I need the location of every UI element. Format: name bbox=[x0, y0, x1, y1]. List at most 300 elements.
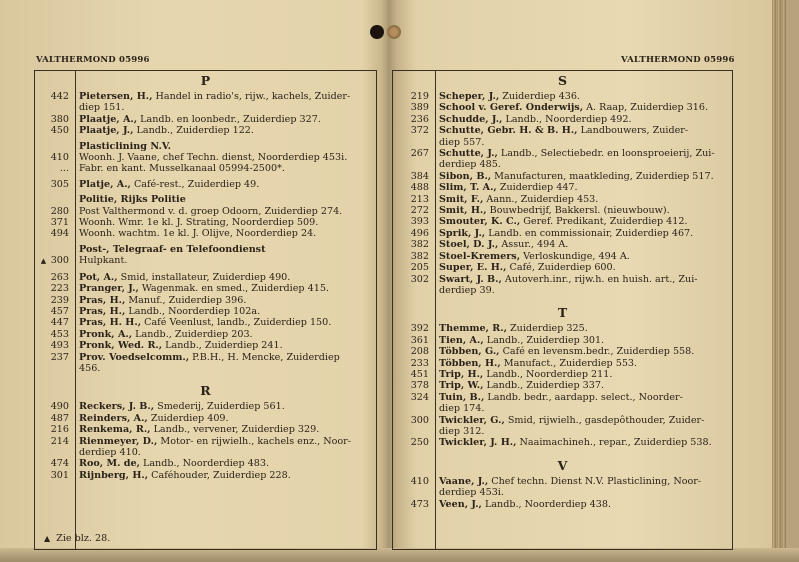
subscriber-name: Rijnberg, H., bbox=[79, 469, 149, 481]
directory-entry bbox=[35, 436, 376, 447]
subscriber-name: Pronk, A., bbox=[79, 328, 133, 340]
entry-text bbox=[75, 194, 376, 205]
phone-number-value: 410 bbox=[410, 475, 429, 487]
subscriber-name: Schutte, Gebr. H. & B. H., bbox=[439, 125, 578, 137]
page-header-right: VALTHERMOND 05996 bbox=[621, 55, 735, 65]
subscriber-details: Smid, installateur, Zuiderdiep 490. bbox=[117, 271, 291, 283]
subscriber-details: Bouwbedrijf, Bakkersl. (nieuwbouw). bbox=[486, 205, 670, 217]
entry-text bbox=[75, 163, 376, 174]
subscriber-details: Café en levensm.bedr., Zuiderdiep 558. bbox=[499, 346, 695, 358]
left-page-frame bbox=[34, 70, 377, 550]
directory-entry-continuation bbox=[393, 426, 732, 437]
subscriber-details: Caféhouder, Zuiderdiep 228. bbox=[148, 469, 291, 481]
directory-entry-continuation bbox=[35, 363, 376, 374]
phone-number-value: 410 bbox=[50, 152, 69, 164]
entry-text bbox=[435, 239, 732, 250]
subscriber-name: Trip, H., bbox=[439, 368, 484, 380]
subscriber-name: Stoel, D. J., bbox=[439, 239, 499, 251]
directory-entry bbox=[393, 346, 732, 357]
phone-number-blank bbox=[35, 363, 75, 374]
subscriber-name: Pras, H., bbox=[79, 305, 126, 317]
directory-entry bbox=[393, 216, 732, 227]
phone-number-value: 493 bbox=[50, 340, 69, 352]
page-header-left: VALTHERMOND 05996 bbox=[36, 55, 150, 65]
phone-number-value: 208 bbox=[410, 346, 429, 358]
subscriber-details: Landb., Zuiderdiep 203. bbox=[132, 328, 253, 340]
phone-number-value: 382 bbox=[410, 250, 429, 262]
phone-number bbox=[393, 228, 435, 239]
phone-number-value: 487 bbox=[50, 412, 69, 424]
entry-text bbox=[75, 217, 376, 228]
phone-number-blank bbox=[393, 285, 435, 296]
entry-text bbox=[75, 272, 376, 283]
subscriber-details: Zuiderdiep 409. bbox=[147, 412, 229, 424]
entry-text bbox=[75, 228, 376, 239]
subscriber-details: Landb. en commissionair, Zuiderdiep 467. bbox=[485, 227, 694, 239]
phone-number-value: 378 bbox=[410, 380, 429, 392]
entry-text bbox=[75, 317, 376, 328]
directory-entry bbox=[393, 171, 732, 182]
phone-number-blank bbox=[393, 403, 435, 414]
subscriber-details: Landb. bedr., aardapp. select., Noorder- bbox=[484, 391, 683, 403]
directory-entry bbox=[393, 251, 732, 262]
phone-number-value: 393 bbox=[410, 216, 429, 228]
triangle-marker-icon: ▲ bbox=[44, 534, 51, 543]
phone-number bbox=[35, 424, 75, 435]
directory-entry bbox=[35, 317, 376, 328]
phone-number-value: 442 bbox=[50, 91, 69, 102]
phone-number bbox=[393, 125, 435, 136]
phone-number bbox=[393, 251, 435, 262]
subscriber-details: P.B.H., H. Mencke, Zuiderdiep bbox=[189, 351, 340, 363]
directory-entry bbox=[393, 392, 732, 403]
right-page-listing bbox=[393, 71, 732, 510]
entry-text bbox=[435, 415, 732, 426]
subscriber-name: Veen, J., bbox=[439, 498, 482, 510]
phone-number bbox=[393, 335, 435, 346]
phone-number-value: 382 bbox=[410, 239, 429, 251]
phone-number bbox=[35, 206, 75, 217]
section-gap bbox=[35, 374, 376, 381]
subscriber-details: Motor- en rijwielh., kachels enz., Noor- bbox=[157, 435, 352, 447]
entry-text bbox=[75, 340, 376, 351]
subscriber-details: Hulpkant. bbox=[79, 255, 128, 267]
subscriber-name: Pronk, Wed. R., bbox=[79, 340, 163, 352]
entry-text bbox=[435, 182, 732, 193]
phone-number-value: 457 bbox=[50, 305, 69, 317]
directory-entry bbox=[35, 255, 376, 267]
subscriber-name: Swart, J. B., bbox=[439, 273, 502, 285]
subscriber-name: Schudde, J., bbox=[439, 113, 503, 125]
phone-number bbox=[393, 148, 435, 159]
phone-number bbox=[35, 352, 75, 363]
entry-text bbox=[75, 470, 376, 481]
phone-number bbox=[35, 272, 75, 283]
phone-number bbox=[393, 437, 435, 448]
phone-number-value: 205 bbox=[410, 262, 429, 274]
phone-number bbox=[35, 255, 75, 267]
directory-entry bbox=[35, 413, 376, 424]
entry-text bbox=[75, 206, 376, 217]
phone-number bbox=[393, 102, 435, 113]
subscriber-details: Landb. en loonbedr., Zuiderdiep 327. bbox=[137, 113, 321, 125]
phone-number-value: 372 bbox=[410, 125, 429, 137]
directory-entry bbox=[393, 262, 732, 273]
subscriber-name: Twickler, G., bbox=[439, 414, 505, 426]
entry-text bbox=[435, 499, 732, 510]
subscriber-name: Tuin, B., bbox=[439, 391, 485, 403]
phone-number-value: 473 bbox=[410, 498, 429, 510]
subscriber-name: Post-, Telegraaf- en Telefoondienst bbox=[79, 243, 266, 255]
subscriber-name: Reckers, J. B., bbox=[79, 401, 155, 413]
phone-number-blank bbox=[393, 137, 435, 148]
directory-entry bbox=[393, 274, 732, 285]
subscriber-name: Prov. Voedselcomm., bbox=[79, 351, 190, 363]
entry-text bbox=[75, 458, 376, 469]
phone-number-blank bbox=[35, 102, 75, 113]
entry-text bbox=[435, 437, 732, 448]
continuation-text: diep 151. bbox=[79, 102, 125, 114]
entry-text bbox=[75, 413, 376, 424]
entry-text bbox=[75, 125, 376, 136]
subscriber-details: Landb., Noorderdiep 438. bbox=[481, 498, 612, 510]
phone-number bbox=[35, 283, 75, 294]
subscriber-details: Autoverh.inr., rijw.h. en huish. art., Zui- bbox=[501, 273, 698, 285]
subscriber-name: Super, E. H., bbox=[439, 262, 507, 274]
entry-text bbox=[75, 306, 376, 317]
phone-number bbox=[393, 346, 435, 357]
phone-number bbox=[393, 114, 435, 125]
phone-number bbox=[393, 171, 435, 182]
phone-number-value: 361 bbox=[410, 334, 429, 346]
entry-text bbox=[435, 274, 732, 285]
subscriber-name: Pot, A., bbox=[79, 271, 118, 283]
subscriber-name: Reinders, A., bbox=[79, 412, 148, 424]
phone-number-value: 213 bbox=[410, 193, 429, 205]
entry-text bbox=[75, 401, 376, 412]
subscriber-details: Fabr. en kant. Musselkanaal 05994-2500*. bbox=[79, 163, 285, 175]
subscriber-name: Smouter, K. C., bbox=[439, 216, 521, 228]
entry-text bbox=[435, 228, 732, 239]
phone-number bbox=[35, 470, 75, 481]
subscriber-details: Verloskundige, 494 A. bbox=[520, 250, 630, 262]
directory-entry bbox=[35, 329, 376, 340]
phone-number bbox=[393, 262, 435, 273]
phone-number bbox=[35, 306, 75, 317]
phone-number-value: 384 bbox=[410, 170, 429, 182]
subscriber-name: Tien, A., bbox=[439, 334, 484, 346]
phone-number-value: 490 bbox=[50, 401, 69, 413]
phone-number bbox=[35, 125, 75, 136]
page-edges bbox=[772, 0, 786, 556]
subscriber-name: Sibon, B., bbox=[439, 170, 492, 182]
entry-text bbox=[435, 335, 732, 346]
directory-entry bbox=[35, 470, 376, 481]
section-letter: S bbox=[557, 73, 568, 88]
phone-number-value: 494 bbox=[50, 228, 69, 240]
phone-number-value: 236 bbox=[410, 113, 429, 125]
directory-entry bbox=[393, 182, 732, 193]
phone-number-blank bbox=[393, 426, 435, 437]
subscriber-name: Stoel-Kremers, bbox=[439, 250, 521, 262]
triangle-marker-icon: ▲ bbox=[40, 257, 47, 266]
subscriber-details: Landb., Noorderdiep 483. bbox=[139, 458, 270, 470]
directory-entry-continuation bbox=[35, 102, 376, 113]
entry-text bbox=[75, 295, 376, 306]
phone-number bbox=[35, 458, 75, 469]
subscriber-details: Naaimachineh., repar., Zuiderdiep 538. bbox=[516, 437, 712, 449]
continuation-text: derdiep 453i. bbox=[439, 487, 504, 499]
subscriber-name: School v. Geref. Onderwijs, bbox=[439, 102, 584, 114]
directory-entry-continuation bbox=[393, 137, 732, 148]
directory-entry bbox=[393, 499, 732, 510]
phone-number bbox=[393, 380, 435, 391]
phone-number bbox=[393, 369, 435, 380]
subscriber-details: Manufact., Zuiderdiep 553. bbox=[500, 357, 638, 369]
directory-entry bbox=[35, 424, 376, 435]
entry-text bbox=[75, 352, 376, 363]
directory-entry bbox=[35, 352, 376, 363]
subscriber-details: Landbouwers, Zuider- bbox=[577, 125, 689, 137]
phone-number bbox=[393, 239, 435, 250]
directory-entry bbox=[393, 369, 732, 380]
directory-entry bbox=[35, 141, 376, 152]
subscriber-name: Többen, G., bbox=[439, 346, 500, 358]
phone-number bbox=[35, 152, 75, 163]
subscriber-details: Landb., vervener, Zuiderdiep 329. bbox=[150, 424, 320, 436]
directory-entry bbox=[35, 295, 376, 306]
directory-entry bbox=[35, 340, 376, 351]
entry-text bbox=[75, 141, 376, 152]
subscriber-details: Café, Zuiderdiep 600. bbox=[506, 262, 616, 274]
entry-text bbox=[75, 179, 376, 190]
binding-hole-icon bbox=[370, 25, 384, 39]
entry-text bbox=[435, 114, 732, 125]
continuation-text: diep 174. bbox=[439, 403, 485, 415]
directory-entry bbox=[393, 125, 732, 136]
directory-entry bbox=[35, 244, 376, 255]
subscriber-details: Geref. Predikant, Zuiderdiep 412. bbox=[520, 216, 688, 228]
directory-entry bbox=[393, 358, 732, 369]
subscriber-name: Rienmeyer, D., bbox=[79, 435, 158, 447]
subscriber-details: Woonh. J. Vaane, chef Techn. dienst, Noorderdiep 453i. bbox=[79, 152, 348, 164]
phone-number-value: 389 bbox=[410, 102, 429, 114]
subscriber-details: Landb., Selectiebedr. en loonsproeierij, Zui- bbox=[497, 148, 715, 160]
subscriber-name: Scheper, J., bbox=[439, 91, 500, 102]
entry-text bbox=[75, 424, 376, 435]
phone-number-value: 267 bbox=[410, 148, 429, 160]
subscriber-details: Landb., Zuiderdiep 301. bbox=[483, 334, 605, 346]
directory-entry-continuation bbox=[393, 487, 732, 498]
directory-entry bbox=[393, 335, 732, 346]
entry-text bbox=[435, 251, 732, 262]
subscriber-details: Zuiderdiep 325. bbox=[506, 323, 588, 335]
directory-entry bbox=[393, 114, 732, 125]
phone-number bbox=[393, 392, 435, 403]
directory-entry bbox=[393, 415, 732, 426]
entry-text bbox=[435, 392, 732, 403]
entry-text bbox=[75, 91, 376, 102]
phone-number bbox=[35, 91, 75, 102]
subscriber-details: Manufacturen, maatkleding, Zuiderdiep 517. bbox=[491, 170, 714, 182]
entry-text bbox=[435, 171, 732, 182]
phone-number-value: 305 bbox=[50, 178, 69, 190]
bottom-shadow bbox=[0, 548, 799, 562]
directory-entry bbox=[35, 306, 376, 317]
phone-number-value: 223 bbox=[50, 283, 69, 295]
directory-entry bbox=[35, 458, 376, 469]
subscriber-name: Plasticlining N.V. bbox=[79, 140, 171, 152]
directory-entry bbox=[393, 476, 732, 487]
directory-entry-continuation bbox=[35, 447, 376, 458]
continuation-text: 456. bbox=[79, 362, 101, 374]
binding-hole-icon bbox=[387, 25, 401, 39]
phone-number bbox=[393, 91, 435, 102]
phone-number-value: 450 bbox=[50, 125, 69, 137]
phone-number bbox=[35, 329, 75, 340]
phone-number bbox=[35, 413, 75, 424]
subscriber-details: Landb., Zuiderdiep 122. bbox=[133, 125, 254, 137]
entry-text bbox=[435, 148, 732, 159]
entry-text bbox=[435, 216, 732, 227]
directory-entry bbox=[35, 125, 376, 136]
continuation-text: derdiep 485. bbox=[439, 159, 501, 171]
phone-number-value: 302 bbox=[410, 273, 429, 285]
phone-number-value: 324 bbox=[410, 391, 429, 403]
continuation-text: diep 557. bbox=[439, 136, 485, 148]
subscriber-details: Zuiderdiep 436. bbox=[499, 91, 580, 102]
phone-number-value: 263 bbox=[50, 271, 69, 283]
left-page-listing bbox=[35, 71, 376, 481]
entry-text bbox=[75, 283, 376, 294]
directory-entry-continuation bbox=[393, 285, 732, 296]
phone-number-value: ... bbox=[59, 163, 69, 175]
phone-number bbox=[35, 436, 75, 447]
directory-entry bbox=[393, 323, 732, 334]
phone-number bbox=[393, 205, 435, 216]
subscriber-name: Plaatje, A., bbox=[79, 113, 138, 125]
footnote-text: Zie blz. 28. bbox=[56, 533, 111, 544]
phone-number bbox=[393, 194, 435, 205]
subscriber-name: Schutte, J., bbox=[439, 148, 498, 160]
phone-number-value: 300 bbox=[410, 414, 429, 426]
entry-text bbox=[435, 346, 732, 357]
entry-text bbox=[435, 205, 732, 216]
phone-number bbox=[35, 317, 75, 328]
phone-number-value: 488 bbox=[410, 182, 429, 194]
phone-number bbox=[35, 179, 75, 190]
entry-text bbox=[75, 255, 376, 267]
phone-number-blank bbox=[35, 447, 75, 458]
entry-text bbox=[435, 102, 732, 113]
phone-number-value: 380 bbox=[50, 113, 69, 125]
entry-text bbox=[435, 380, 732, 391]
continuation-text: derdiep 39. bbox=[439, 284, 495, 296]
entry-text bbox=[435, 358, 732, 369]
phone-number-value: 280 bbox=[50, 205, 69, 217]
subscriber-details: Landb., Zuiderdiep 337. bbox=[483, 380, 605, 392]
subscriber-name: Pranger, J., bbox=[79, 283, 139, 295]
subscriber-details: Zuiderdiep 447. bbox=[496, 182, 578, 194]
phone-number-value: 474 bbox=[50, 458, 69, 470]
phone-number bbox=[35, 114, 75, 125]
entry-text bbox=[75, 114, 376, 125]
subscriber-details: Woonh. wachtm. 1e kl. J. Olijve, Noorderdiep 24. bbox=[79, 228, 317, 240]
subscriber-name: Smit, H., bbox=[439, 205, 487, 217]
phone-number-value: 214 bbox=[50, 435, 69, 447]
continuation-text: derdiep 410. bbox=[79, 446, 141, 458]
subscriber-name: Pras, H. H., bbox=[79, 317, 142, 329]
phone-number-value: 301 bbox=[50, 469, 69, 481]
directory-entry bbox=[35, 163, 376, 174]
phone-number bbox=[393, 274, 435, 285]
section-gap bbox=[393, 449, 732, 456]
phone-number-value: 233 bbox=[410, 357, 429, 369]
phone-number bbox=[35, 295, 75, 306]
directory-entry bbox=[35, 91, 376, 102]
subscriber-name: Platje, A., bbox=[79, 178, 131, 190]
section-letter: V bbox=[557, 457, 568, 473]
subscriber-name: Themme, R., bbox=[439, 323, 507, 335]
section-letter: P bbox=[200, 73, 211, 88]
directory-entry bbox=[35, 179, 376, 190]
phone-number-value: 216 bbox=[50, 424, 69, 436]
subscriber-name: Slim, T. A., bbox=[439, 182, 497, 194]
phone-number bbox=[393, 182, 435, 193]
phone-number-value: 239 bbox=[50, 294, 69, 306]
phone-number-blank bbox=[393, 487, 435, 498]
entry-text bbox=[435, 476, 732, 487]
phone-number-value: 219 bbox=[410, 91, 429, 102]
directory-entry bbox=[393, 91, 732, 102]
subscriber-details: Post Valthermond v. d. groep Odoorn, Zuiderdiep 274. bbox=[79, 205, 343, 217]
subscriber-name: Roo, M. de, bbox=[79, 458, 140, 470]
entry-text bbox=[435, 323, 732, 334]
phone-number bbox=[393, 499, 435, 510]
subscriber-details: Café Veenlust, landb., Zuiderdiep 150. bbox=[141, 317, 332, 329]
directory-entry bbox=[35, 152, 376, 163]
subscriber-details: A. Raap, Zuiderdiep 316. bbox=[583, 102, 709, 114]
section-letter: T bbox=[557, 305, 568, 321]
subscriber-name: Twickler, J. H., bbox=[439, 437, 517, 449]
subscriber-details: Landb., Noorderdiep 211. bbox=[483, 368, 613, 380]
phone-number bbox=[35, 401, 75, 412]
subscriber-details: Smederij, Zuiderdiep 561. bbox=[154, 401, 285, 413]
phone-number-value: 447 bbox=[50, 317, 69, 329]
phone-number bbox=[35, 194, 75, 205]
subscriber-details: Handel in radio's, rijw., kachels, Zuider- bbox=[152, 91, 351, 102]
directory-entry bbox=[393, 239, 732, 250]
phone-number-value: 237 bbox=[50, 351, 69, 363]
entry-text bbox=[435, 194, 732, 205]
subscriber-details: Café-rest., Zuiderdiep 49. bbox=[130, 178, 260, 190]
subscriber-name: Vaane, J., bbox=[439, 475, 489, 487]
subscriber-name: Plaatje, J., bbox=[79, 125, 134, 137]
phone-number bbox=[393, 323, 435, 334]
subscriber-details: Landb., Zuiderdiep 241. bbox=[162, 340, 283, 352]
phone-number bbox=[393, 415, 435, 426]
subscriber-name: Pras, H., bbox=[79, 294, 126, 306]
entry-text bbox=[75, 436, 376, 447]
phone-number bbox=[35, 228, 75, 239]
entry-text bbox=[75, 329, 376, 340]
subscriber-details: Wagenmak. en smed., Zuiderdiep 415. bbox=[138, 283, 329, 295]
directory-entry bbox=[393, 102, 732, 113]
phone-number-value: 272 bbox=[410, 205, 429, 217]
entry-text bbox=[75, 152, 376, 163]
directory-entry bbox=[35, 401, 376, 412]
entry-text bbox=[75, 244, 376, 255]
